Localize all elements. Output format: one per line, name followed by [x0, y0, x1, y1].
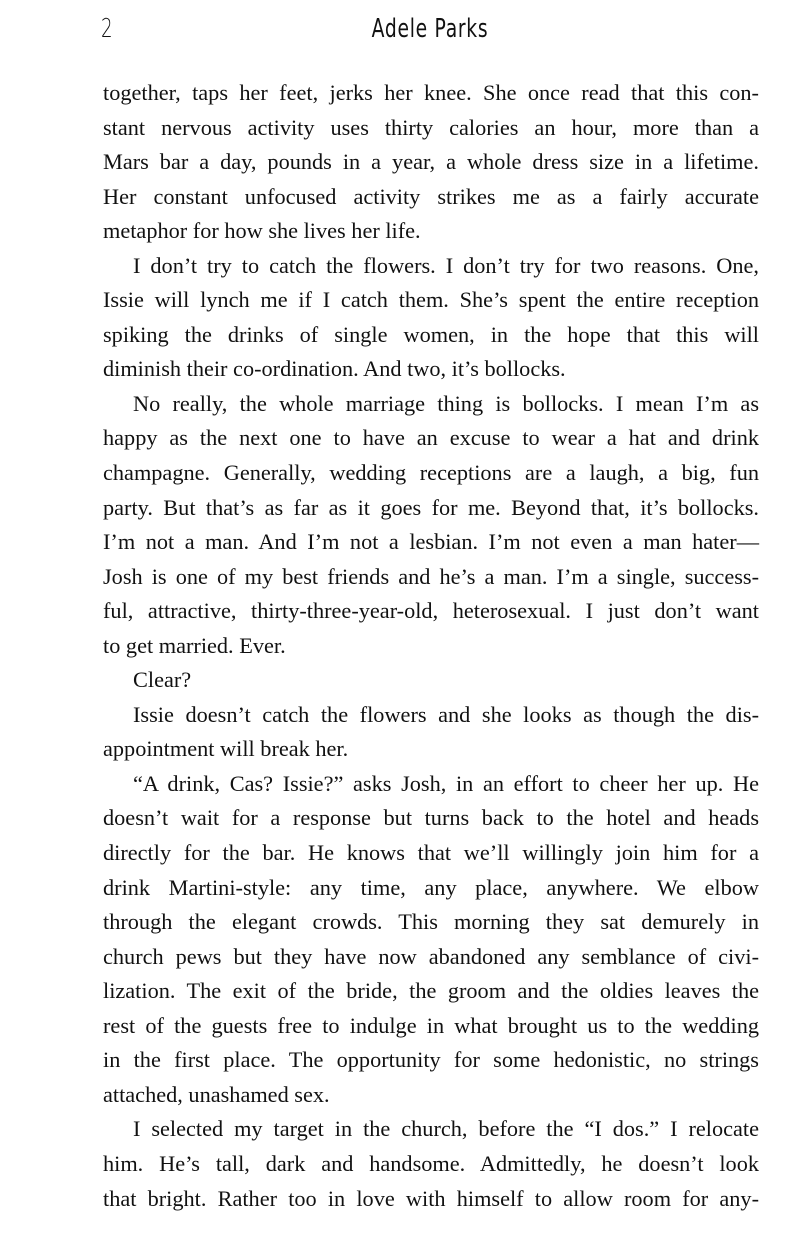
text-line: doesn’t wait for a response but turns back to the hotel and heads	[103, 805, 759, 831]
text-line: Clear?	[133, 667, 192, 693]
text-line: Issie will lynch me if I catch them. She’s spent the entire reception	[103, 287, 759, 313]
text-line: happy as the next one to have an excuse to wear a hat and drink	[103, 425, 759, 451]
text-line: attached, unashamed sex.	[103, 1081, 330, 1107]
text-line: stant nervous activity uses thirty calories an hour, more than a	[103, 114, 759, 140]
text-line: rest of the guests free to indulge in what brought us to the wedding	[103, 1012, 759, 1038]
text-line: party. But that’s as far as it goes for me. Beyond that, it’s bollocks.	[103, 494, 759, 520]
text-line: in the first place. The opportunity for some hedonistic, no strings	[103, 1047, 759, 1073]
text-line: directly for the bar. He knows that we’ll willingly join him for a	[103, 840, 759, 866]
body-text	[103, 76, 759, 1216]
text-line: church pews but they have now abandoned any semblance of civi-	[103, 943, 759, 969]
text-line: appointment will break her.	[103, 736, 349, 762]
text-line: spiking the drinks of single women, in the hope that this will	[103, 321, 759, 347]
text-line: I selected my target in the church, before the “I dos.” I relocate	[133, 1116, 759, 1142]
text-line: to get married. Ever.	[103, 632, 286, 658]
text-line: metaphor for how she lives her life.	[103, 218, 421, 244]
text-line: champagne. Generally, wedding receptions are a laugh, a big, fun	[103, 460, 759, 486]
text-line: No really, the whole marriage thing is bollocks. I mean I’m as	[133, 390, 759, 416]
text-line: ful, attractive, thirty-three-year-old, heterosexual. I just don’t want	[103, 598, 759, 624]
page-number: 2	[101, 14, 113, 44]
text-line: I’m not a man. And I’m not a lesbian. I’m not even a man hater—	[103, 529, 759, 555]
text-line: diminish their co-ordination. And two, it’s bollocks.	[103, 356, 566, 382]
text-line: Josh is one of my best friends and he’s a man. I’m a single, success-	[103, 563, 759, 589]
text-line: I don’t try to catch the flowers. I don’t try for two reasons. One,	[133, 252, 759, 278]
text-line: through the elegant crowds. This morning they sat demurely in	[103, 909, 759, 935]
text-line: Her constant unfocused activity strikes me as a fairly accurate	[103, 183, 759, 209]
text-line: lization. The exit of the bride, the groom and the oldies leaves the	[103, 978, 759, 1004]
text-line: that bright. Rather too in love with himself to allow room for any-	[103, 1185, 759, 1211]
text-line: drink Martini-style: any time, any place, anywhere. We elbow	[103, 874, 759, 900]
running-title: Adele Parks	[371, 14, 489, 44]
text-line: him. He’s tall, dark and handsome. Admittedly, he doesn’t look	[103, 1150, 759, 1176]
text-line: “A drink, Cas? Issie?” asks Josh, in an effort to cheer her up. He	[133, 770, 759, 796]
text-line: Issie doesn’t catch the flowers and she looks as though the dis-	[133, 701, 759, 727]
text-line: together, taps her feet, jerks her knee. She once read that this con-	[103, 80, 759, 105]
text-line: Mars bar a day, pounds in a year, a whole dress size in a lifetime.	[103, 149, 759, 175]
